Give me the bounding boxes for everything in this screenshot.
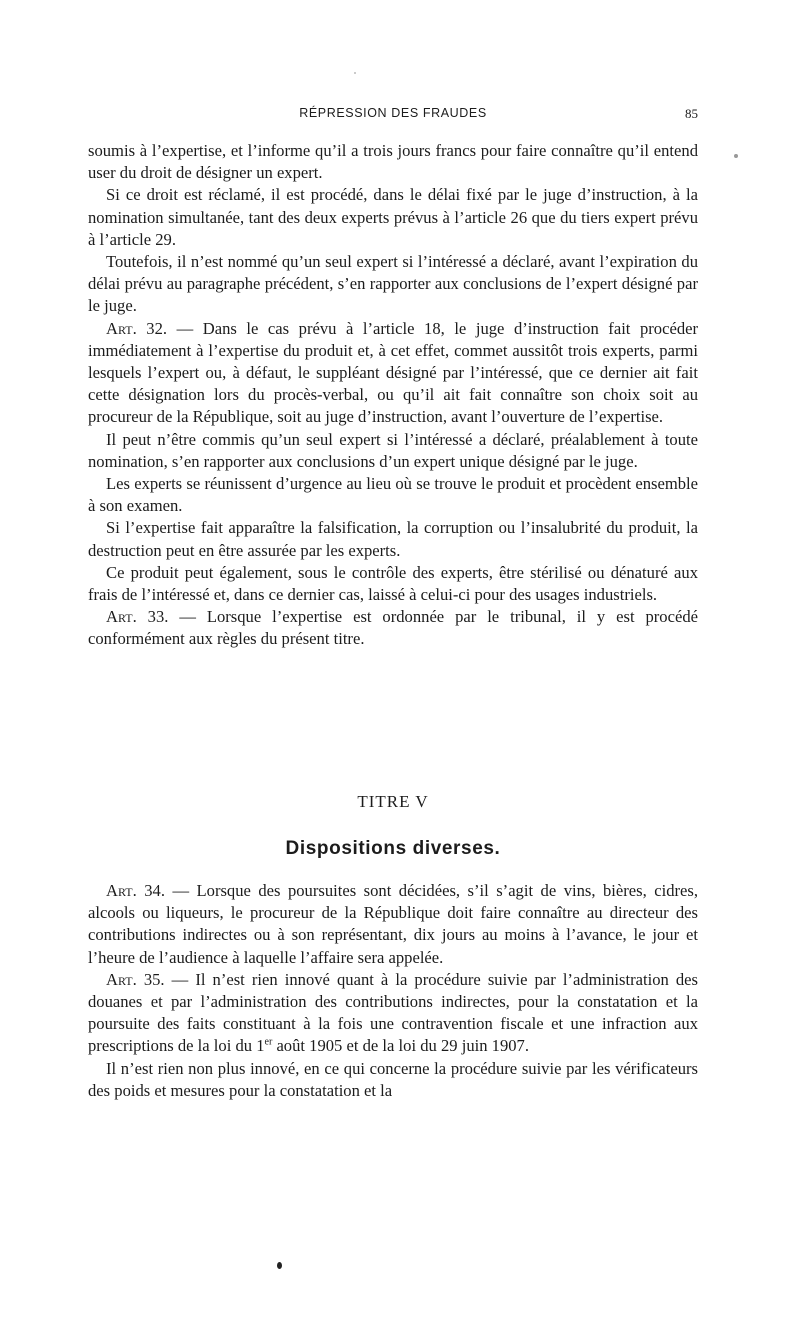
paragraph-text: Toutefois, il n’est nommé qu’un seul expert si l’intéressé a déclaré, avant l’expiration du délai prévu au paragraphe précédent, s’en rapporter aux conclusions de l’expert désigné par le juge. [88,252,698,316]
section-heading: Dispositions diverses. [285,838,501,859]
paragraph-text: Si ce droit est réclamé, il est procédé, dans le délai fixé par le juge d’instruction, à la nomination simultanée, tant des deux experts prévus à l’article 26 que du tiers expert prévu à l’article 29. [88,185,698,249]
body-text-upper [88,140,698,651]
body-text-lower [88,880,698,1102]
article-label: Art. 32. [106,318,168,338]
superscript: er [264,1036,273,1048]
paragraph-text: Si l’expertise fait apparaître la falsification, la corruption ou l’insalubrité du produit, la destruction peut en être assurée par les experts. [88,518,698,560]
paragraph-text: Ce produit peut également, sous le contrôle des experts, être stérilisé ou dénaturé aux frais de l’intéressé et, dans ce dernier cas, laissé à celui-ci pour des usages industriels. [88,562,698,605]
paragraph [88,1058,698,1102]
running-head [88,106,698,126]
ink-speck [277,1262,282,1269]
paragraph [88,184,698,251]
paragraph [88,562,698,606]
page-number: 85 [685,106,698,121]
paragraph [88,517,698,561]
paragraph-text: — Lorsque l’expertise est ordonnée par le tribunal, il y est procédé conformément aux règles du présent titre. [88,607,698,649]
paragraph-text: Il n’est rien non plus innové, en ce qui concerne la procédure suivie par les vérificateurs des poids et mesures pour la constatation et la [88,1058,698,1100]
titre-heading: TITRE V [357,792,429,811]
paragraph-text: — Lorsque des poursuites sont décidées, s’il s’agit de vins, bières, cidres, alcools ou liqueurs, le procureur de la République doit faire connaître au directeur des contributions indirectes ou à son représentant, dix jours au moins à l’avance, le jour et l’heure de l’audience à laquelle l’affaire sera appelée. [88,881,698,967]
article-label: Art. 34. [106,881,165,900]
ink-speck [354,72,356,74]
paragraph [88,140,698,184]
paragraph-text: Il peut n’être commis qu’un seul expert si l’intéressé a déclaré, préalablement à toute nomination, s’en rapporter aux conclusions d’un expert unique désigné par le juge. [88,429,698,471]
article-33 [88,606,698,650]
document-page [88,0,698,1325]
paragraph-text: — Dans le cas prévu à l’article 18, le juge d’instruction fait procéder immédiatement à l’expertise du produit et, à cet effet, commet aussitôt trois experts, parmi lesquels l’expert ou, à défaut, le suppléant désigné par l’intéressé, que ce dernier ait fait cette désignation lors du procès-verbal, ou qu’il ait fait connaître son choix soit au procureur de la République, soit au juge d’instruction, avant l’ouverture de l’expertise. [88,318,699,427]
ink-speck [734,154,738,158]
paragraph [88,473,698,517]
paragraph [88,251,698,318]
paragraph-text: — Il n’est rien innové quant à la procédure suivie par l’administration des douanes et par l’administration des contributions indirectes, pour la constatation et la poursuite des faits constituant à la fois une contravention fiscale et une infraction aux prescriptions de la loi du 1 [88,969,699,1056]
article-label: Art. 33. [106,607,169,627]
running-title: RÉPRESSION DES FRAUDES [299,106,487,120]
article-34 [88,880,698,969]
article-35 [88,969,698,1058]
paragraph [88,429,698,473]
paragraph-text: Les experts se réunissent d’urgence au lieu où se trouve le produit et procèdent ensemble à son examen. [88,474,698,516]
article-label: Art. 35. [106,969,165,989]
article-32 [88,318,698,429]
paragraph-text-after: août 1905 et de la loi du 29 juin 1907. [272,1036,530,1056]
paragraph-text: soumis à l’expertise, et l’informe qu’il a trois jours francs pour faire connaître qu’il entend user du droit de désigner un expert. [88,141,698,183]
